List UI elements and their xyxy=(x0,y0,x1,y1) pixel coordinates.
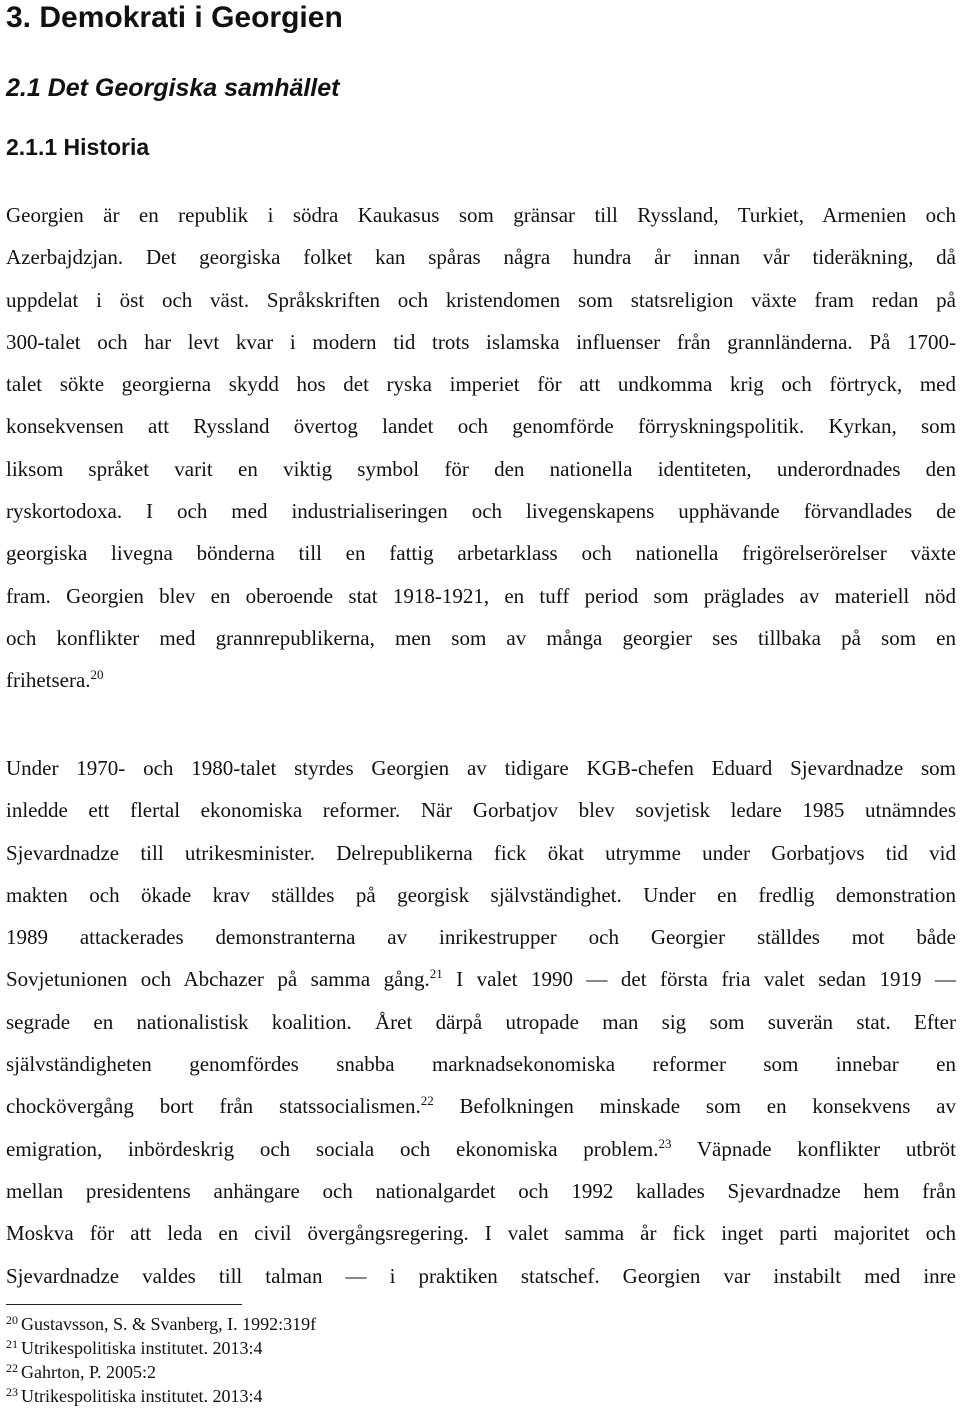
footnote-ref-23[interactable]: 23 xyxy=(658,1135,672,1151)
paragraph-line xyxy=(6,659,956,701)
paragraph-line: Sjevardnadze valdes till talman — i praktiken statschef. Georgien var instabilt med inre xyxy=(6,1263,956,1288)
subsection-heading: 2.1.1 Historia xyxy=(6,134,150,160)
paragraph-line-text: Sovjetunionen och Abchazer på samma gång. xyxy=(6,967,430,992)
paragraph-line-text: frihetsera. xyxy=(6,668,91,693)
paragraph-line: Under 1970- och 1980-talet styrdes Georgien av tidigare KGB-chefen Eduard Sjevardnadze som xyxy=(6,756,956,780)
footnote-number: 21 xyxy=(6,1337,18,1351)
history-paragraph-1 xyxy=(6,194,956,702)
paragraph-line: och konflikter med grannrepublikerna, men som av många georgier ses tillbaka på som en xyxy=(6,625,956,650)
footnote-23 xyxy=(6,1384,706,1408)
paragraph-line: liksom språket varit en viktig symbol för den nationella identiteten, underordnades den xyxy=(6,456,956,481)
footnote-text: Utrikespolitiska institutet. 2013:4 xyxy=(21,1386,263,1406)
paragraph-line: Moskva för att leda en civil övergångsregering. I valet samma år fick inget parti majoritet och xyxy=(6,1221,956,1246)
section-heading: 2.1 Det Georgiska samhället xyxy=(6,74,340,102)
paragraph-line: fram. Georgien blev en oberoende stat 1918-1921, en tuff period som präglades av materiell nöd xyxy=(6,583,956,608)
paragraph-line-text: Väpnade konflikter utbröt xyxy=(671,1136,956,1161)
paragraph-line: Sjevardnadze till utrikesminister. Delrepublikerna fick ökat utrymme under Gorbatjovs tid vid xyxy=(6,840,956,865)
paragraph-line: ryskortodoxa. I och med industrialiseringen och livegenskapens upphävande förvandlades de xyxy=(6,499,956,524)
paragraph-line: självständigheten genomfördes snabba marknadsekonomiska reformer som innebar en xyxy=(6,1052,956,1077)
paragraph-line-text: emigration, inbördeskrig och sociala och ekonomiska problem. xyxy=(6,1136,659,1161)
paragraph-line: makten och ökade krav ställdes på georgisk självständighet. Under en fredlig demonstration xyxy=(6,882,956,907)
paragraph-line: inledde ett flertal ekonomiska reformer. När Gorbatjov blev sovjetisk ledare 1985 utnämndes xyxy=(6,798,956,823)
paragraph-line: Azerbajdzjan. Det georgiska folket kan spåras några hundra år innan vår tideräkning, då xyxy=(6,245,956,270)
chapter-heading: 3. Demokrati i Georgien xyxy=(6,1,343,34)
footnote-22 xyxy=(6,1360,706,1384)
footnote-20 xyxy=(6,1312,706,1336)
paragraph-line xyxy=(6,958,956,1000)
paragraph-line: uppdelat i öst och väst. Språkskriften och kristendomen som statsreligion växte fram redan på xyxy=(6,287,956,312)
paragraph-line: segrade en nationalistisk koalition. Året därpå utropade man sig som suverän stat. Efter xyxy=(6,1009,956,1034)
paragraph-line-text: chockövergång bort från statssocialismen. xyxy=(6,1094,421,1119)
paragraph-line: 1989 attackerades demonstranterna av inrikestrupper och Georgier ställdes mot både xyxy=(6,925,956,950)
footnote-ref-21[interactable]: 21 xyxy=(429,966,443,982)
footnote-text: Utrikespolitiska institutet. 2013:4 xyxy=(21,1338,263,1358)
footnote-text: Gahrton, P. 2005:2 xyxy=(21,1362,156,1382)
paragraph-line-text: Befolkningen minskade som en konsekvens av xyxy=(433,1094,956,1119)
history-paragraph-2 xyxy=(6,747,956,1297)
paragraph-line-text: I valet 1990 — det första fria valet sedan 1919 — xyxy=(442,967,956,992)
paragraph-line: konsekvensen att Ryssland övertog landet och genomförde förryskningspolitik. Kyrkan, som xyxy=(6,414,956,439)
footnote-text: Gustavsson, S. & Svanberg, I. 1992:319f xyxy=(21,1314,317,1334)
footnote-21 xyxy=(6,1336,706,1360)
paragraph-line: georgiska livegna bönderna till en fattig arbetarklass och nationella frigörelserörelser växte xyxy=(6,541,956,566)
paragraph-line xyxy=(6,1085,956,1127)
footnote-number: 20 xyxy=(6,1313,18,1327)
footnote-ref-22[interactable]: 22 xyxy=(420,1093,434,1109)
footnote-ref-20[interactable]: 20 xyxy=(90,667,104,683)
footnote-separator xyxy=(6,1304,242,1305)
footnote-number: 23 xyxy=(6,1385,18,1399)
footnote-number: 22 xyxy=(6,1361,18,1375)
paragraph-line: Georgien är en republik i södra Kaukasus som gränsar till Ryssland, Turkiet, Armenien och xyxy=(6,203,956,227)
paragraph-line: 300-talet och har levt kvar i modern tid trots islamska influenser från grannländerna. På 1700- xyxy=(6,329,956,354)
footnotes xyxy=(6,1312,706,1408)
paragraph-line: talet sökte georgierna skydd hos det ryska imperiet för att undkomma krig och förtryck, med xyxy=(6,372,956,397)
paragraph-line: mellan presidentens anhängare och nationalgardet och 1992 kallades Sjevardnadze hem från xyxy=(6,1178,956,1203)
paragraph-line xyxy=(6,1128,956,1170)
